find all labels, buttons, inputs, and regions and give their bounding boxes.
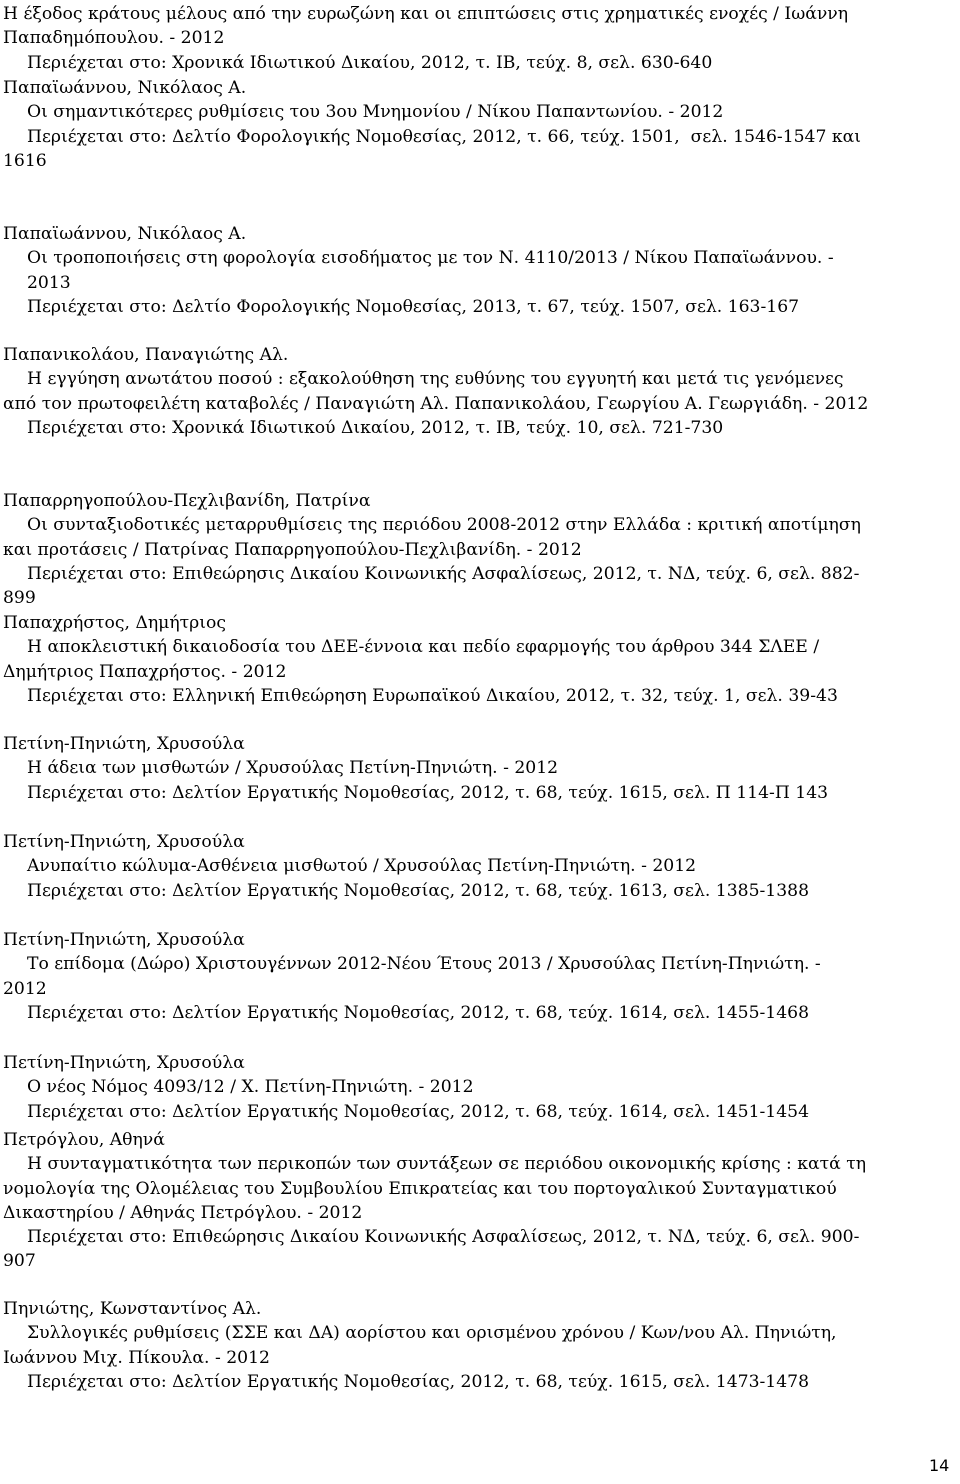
entry-text-line: Περιέχεται στο: Χρονικά Ιδιωτικού Δικαίου, 2012, τ. ΙΒ, τεύχ. 10, σελ. 721-730 [27,417,724,438]
entry-text-line: Περιέχεται στο: Δελτίον Εργατικής Νομοθεσίας, 2012, τ. 68, τεύχ. 1615, σελ. 1473-1478 [27,1371,810,1392]
entry-author-line: Πετίνη-Πηνιώτη, Χρυσούλα [3,930,245,950]
entry-text-line: Περιέχεται στο: Δελτίον Εργατικής Νομοθεσίας, 2012, τ. 68, τεύχ. 1614, σελ. 1451-1454 [27,1101,810,1122]
bibliography-entry [0,732,952,805]
bibliography-entry [0,928,952,1025]
entry-author-line: Πηνιώτης, Κωνσταντίνος Αλ. [3,1299,262,1319]
entry-author-line: Πετίνη-Πηνιώτη, Χρυσούλα [3,734,245,754]
entry-text-line: Συλλογικές ρυθμίσεις (ΣΣΕ και ΔΑ) αορίστου και ορισμένου χρόνου / Κων/νου Αλ. Πηνιώτη, [27,1323,837,1344]
entry-author-line: Παπαϊωάννου, Νικόλαος Α. [3,224,247,244]
entry-text-line: Περιέχεται στο: Επιθεώρησις Δικαίου Κοινωνικής Ασφαλίσεως, 2012, τ. ΝΔ, τεύχ. 6, σελ. 900- [27,1227,860,1248]
page-number: 14 [929,1456,950,1475]
entry-text-line: 1616 [3,150,47,171]
bibliography-entry [0,76,952,173]
entry-text-line: 2013 [27,272,71,293]
entry-text-line: Δημήτριος Παπαχρήστος. - 2012 [3,661,287,682]
entry-author-line: Πετίνη-Πηνιώτη, Χρυσούλα [3,1053,245,1073]
entry-text-line: Περιέχεται στο: Δελτίο Φορολογικής Νομοθεσίας, 2013, τ. 67, τεύχ. 1507, σελ. 163-167 [27,296,800,317]
entry-text-line: από τον πρωτοφειλέτη καταβολές / Παναγιώτη Αλ. Παπανικολάου, Γεωργίου Α. Γεωργιάδη. - 2012 [3,393,869,414]
entry-text-line: Περιέχεται στο: Χρονικά Ιδιωτικού Δικαίου, 2012, τ. ΙΒ, τεύχ. 8, σελ. 630-640 [27,52,713,73]
bibliography-entry [0,1297,952,1394]
entry-text-line: Περιέχεται στο: Επιθεώρησις Δικαίου Κοινωνικής Ασφαλίσεως, 2012, τ. ΝΔ, τεύχ. 6, σελ. 882- [27,563,860,584]
bibliography-entry [0,2,952,75]
entry-text-line: Η άδεια των μισθωτών / Χρυσούλας Πετίνη-Πηνιώτη. - 2012 [27,758,559,779]
entry-author-line: Παπανικολάου, Παναγιώτης Αλ. [3,345,289,365]
entry-text-line: Περιέχεται στο: Δελτίον Εργατικής Νομοθεσίας, 2012, τ. 68, τεύχ. 1613, σελ. 1385-1388 [27,880,810,901]
entry-text-line: Ο νέος Νόμος 4093/12 / Χ. Πετίνη-Πηνιώτη. - 2012 [27,1077,474,1098]
bibliography-entry [0,1128,952,1274]
entry-author-line: Παπαχρήστος, Δημήτριος [3,613,226,633]
entry-text-line: Οι τροποποιήσεις στη φορολογία εισοδήματος με τον Ν. 4110/2013 / Νίκου Παπαϊωάννου. - [27,248,834,269]
entry-text-line: Η συνταγματικότητα των περικοπών των συντάξεων σε περιόδου οικονομικής κρίσης : κατά τη [27,1154,867,1175]
entry-text-line: Η εγγύηση ανωτάτου ποσού : εξακολούθηση της ευθύνης του εγγυητή και μετά τις γενόμενες [27,369,844,390]
entry-text-line: Περιέχεται στο: Ελληνική Επιθεώρηση Ευρωπαϊκού Δικαίου, 2012, τ. 32, τεύχ. 1, σελ. 39-43 [27,685,838,706]
entry-text-line: και προτάσεις / Πατρίνας Παπαρρηγοπούλου-Πεχλιβανίδη. - 2012 [3,539,582,560]
entry-text-line: Οι σημαντικότερες ρυθμίσεις του 3ου Μνημονίου / Νίκου Παπαντωνίου. - 2012 [27,102,724,123]
entry-text-line: Το επίδομα (Δώρο) Χριστουγέννων 2012-Νέου Έτους 2013 / Χρυσούλας Πετίνη-Πηνιώτη. - [27,954,821,975]
bibliography-entry [0,1051,952,1124]
entry-text-line: νομολογία της Ολομέλειας του Συμβουλίου Επικρατείας και του πορτογαλικού Συνταγματικού [3,1178,837,1199]
entry-author-line: Παπαρρηγοπούλου-Πεχλιβανίδη, Πατρίνα [3,491,371,511]
entry-text-line: Οι συνταξιοδοτικές μεταρρυθμίσεις της περιόδου 2008-2012 στην Ελλάδα : κριτική αποτίμηση [27,515,861,536]
bibliography-entry [0,489,952,610]
entry-text-line: Παπαδημόπουλου. - 2012 [3,28,225,49]
entry-text-line: Ανυπαίτιο κώλυμα-Ασθένεια μισθωτού / Χρυσούλας Πετίνη-Πηνιώτη. - 2012 [27,856,697,877]
bibliography-entry [0,611,952,708]
bibliography-entry [0,222,952,319]
entry-text-line: Περιέχεται στο: Δελτίον Εργατικής Νομοθεσίας, 2012, τ. 68, τεύχ. 1614, σελ. 1455-1468 [27,1002,810,1023]
entry-author-line: Πετρόγλου, Αθηνά [3,1130,165,1150]
entry-author-line: Παπαϊωάννου, Νικόλαος Α. [3,78,247,98]
entry-author-line: Η έξοδος κράτους μέλους από την ευρωζώνη και οι επιπτώσεις στις χρηματικές ενοχές / Ιωάννη [3,4,849,24]
entry-text-line: Δικαστηρίου / Αθηνάς Πετρόγλου. - 2012 [3,1202,363,1223]
entry-text-line: 899 [3,588,36,609]
bibliography-entry [0,830,952,903]
entry-text-line: 2012 [3,978,47,999]
entry-text-line: Περιέχεται στο: Δελτίο Φορολογικής Νομοθεσίας, 2012, τ. 66, τεύχ. 1501, σελ. 1546-1547 και [27,126,861,147]
entry-text-line: 907 [3,1251,36,1272]
entry-author-line: Πετίνη-Πηνιώτη, Χρυσούλα [3,832,245,852]
entry-text-line: Περιέχεται στο: Δελτίον Εργατικής Νομοθεσίας, 2012, τ. 68, τεύχ. 1615, σελ. Π 114-Π 143 [27,782,829,803]
entry-text-line: Ιωάννου Μιχ. Πίκουλα. - 2012 [3,1347,270,1368]
entry-text-line: Η αποκλειστική δικαιοδοσία του ΔΕΕ-έννοια και πεδίο εφαρμογής του άρθρου 344 ΣΛΕΕ / [27,637,820,658]
bibliography-entry [0,343,952,440]
